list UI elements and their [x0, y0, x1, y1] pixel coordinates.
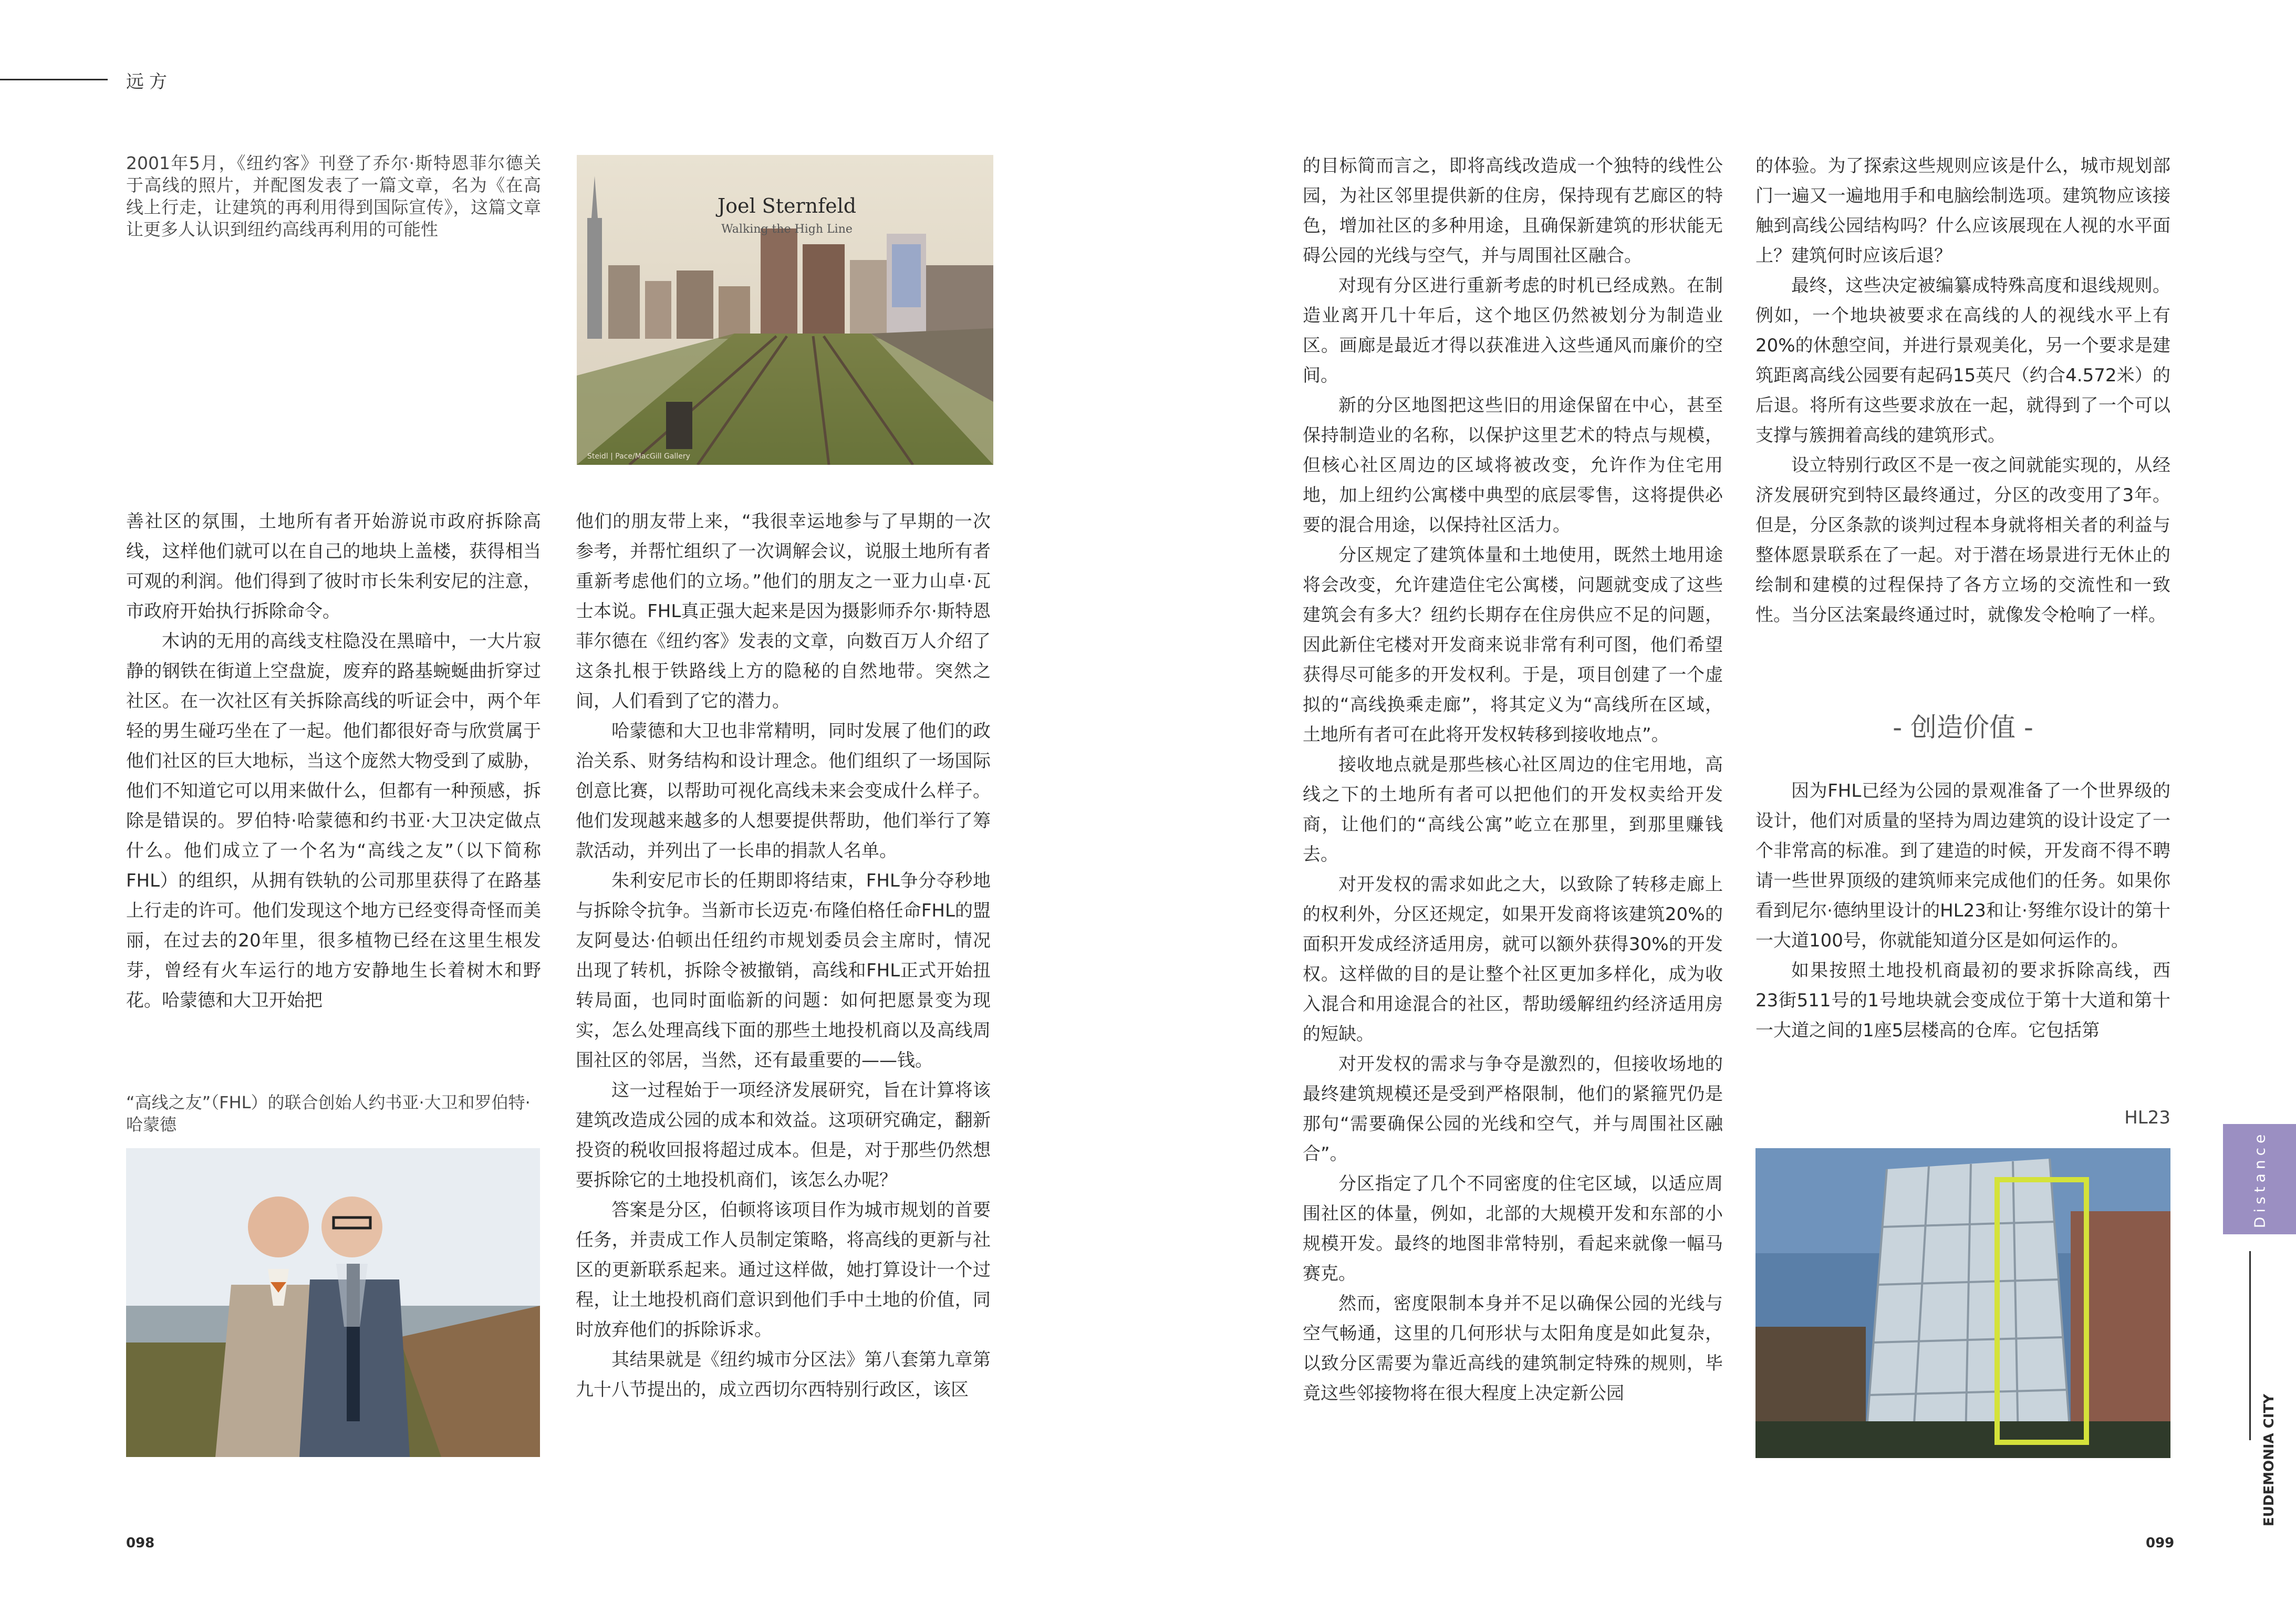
- high-line-photo: [577, 155, 993, 465]
- col3-paragraph: 分区指定了几个不同密度的住宅区域，以适应周围社区的体量，例如，北部的大规模开发和东部的小规模开发。最终的地图非常特别，看起来就像一幅马赛克。: [1303, 1173, 1723, 1284]
- col3-paragraph: 对开发权的需求与争夺是激烈的，但接收场地的最终建筑规模还是受到严格限制，他们的紧箍咒仍是那句“需要确保公园的光线和空气，并与周围社区融合”。: [1303, 1054, 1723, 1164]
- hl23-photo: [1755, 1148, 2170, 1458]
- section-tab: [2223, 1124, 2296, 1234]
- column-2: [576, 507, 991, 1405]
- column-4-lower: [1755, 776, 2170, 1046]
- col2-paragraph: 答案是分区，伯顿将该项目作为城市规划的首要任务，并责成工作人员制定策略，将高线的更新与社区的更新联系起来。通过这样做，她打算设计一个过程，让土地投机商们意识到他们手中土地的价值，同时放弃他们的拆除诉求。: [576, 1200, 991, 1340]
- col4-paragraph: 设立特别行政区不是一夜之间就能实现的，从经济发展研究到特区最终通过，分区的改变用了3年。但是，分区条款的谈判过程本身就将相关者的利益与整体愿景联系在了一起。对于潜在场景进行无休止的绘制和建模的过程保持了各方立场的交流性和一致性。当分区法案最终通过时，就像发令枪响了一样。: [1755, 455, 2170, 626]
- brand-name: EUDEMONIA CITY: [2261, 1393, 2277, 1527]
- col3-paragraph: 的目标简而言之，即将高线改造成一个独特的线性公园，为社区邻里提供新的住房，保持现有艺廊区的特色，增加社区的多种用途，且确保新建筑的形状能无碍公园的光线与空气，并与周围社区融合。: [1303, 155, 1723, 266]
- col2-paragraph: 这一过程始于一项经济发展研究，旨在计算将该建筑改造成公园的成本和效益。这项研究确定，翻新投资的税收回报将超过成本。但是，对于那些仍然想要拆除它的土地投机商们，该怎么办呢？: [576, 1080, 991, 1191]
- page-number-left: 098: [126, 1535, 155, 1551]
- book-author: Joel Sternfeld: [717, 194, 857, 217]
- book-subtitle: Walking the High Line: [721, 223, 853, 236]
- founders-caption: “高线之友”（FHL）的联合创始人约书亚·大卫和罗伯特·哈蒙德: [126, 1092, 531, 1135]
- col4-paragraph: 最终，这些决定被编纂成特殊高度和退线规则。例如，一个地块被要求在高线的人的视线水平上有20%的休憩空间，并进行景观美化，另一个要求是建筑距离高线公园要有起码15英尺（约合4.572米）的后退。将所有这些要求放在一起，就得到了一个可以支撑与簇拥着高线的建筑形式。: [1755, 275, 2170, 446]
- book-credit: Steidl | Pace/MacGill Gallery: [587, 452, 690, 461]
- col3-paragraph: 新的分区地图把这些旧的用途保留在中心，甚至保持制造业的名称，以保护这里艺术的特点与规模，但核心社区周边的区域将被改变，允许作为住宅用地，加上纽约公寓楼中典型的底层零售，这将提供必要的混合用途，以保持社区活力。: [1303, 395, 1723, 536]
- section-label: 远方: [126, 71, 172, 92]
- col3-paragraph: 接收地点就是那些核心社区周边的住宅用地，高线之下的土地所有者可以把他们的开发权卖给开发商，让他们的“高线公寓”屹立在那里，到那里赚钱去。: [1303, 754, 1723, 865]
- col2-paragraph: 哈蒙德和大卫也非常精明，同时发展了他们的政治关系、财务结构和设计理念。他们组织了一场国际创意比赛，以帮助可视化高线未来会变成什么样子。他们发现越来越多的人想要提供帮助，他们举行了筹款活动，并列出了一长串的捐款人名单。: [576, 721, 991, 861]
- col3-paragraph: 然而，密度限制本身并不足以确保公园的光线与空气畅通，这里的几何形状与太阳角度是如此复杂，以致分区需要为靠近高线的建筑制定特殊的规则，毕竟这些邻接物将在很大程度上决定新公园: [1303, 1293, 1723, 1404]
- header-rule: [0, 79, 108, 80]
- col3-paragraph: 分区规定了建筑体量和土地使用，既然土地用途将会改变，允许建造住宅公寓楼，问题就变成了这些建筑会有多大？纽约长期存在住房供应不足的问题，因此新住宅楼对开发商来说非常有利可图，他们希望获得尽可能多的开发权利。于是，项目创建了一个虚拟的“高线换乘走廊”，将其定义为“高线所在区域，土地所有者可在此将开发权转移到接收地点”。: [1303, 545, 1723, 745]
- col3-paragraph: 对开发权的需求如此之大，以致除了转移走廊上的权利外，分区还规定，如果开发商将该建筑20%的面积开发成经济适用房，就可以额外获得30%的开发权。这样做的目的是让整个社区更加多样化，成为收入混合和用途混合的社区，帮助缓解纽约经济适用房的短缺。: [1303, 874, 1723, 1045]
- subheading: - 创造价值 -: [1893, 712, 2033, 743]
- col2-paragraph: 朱利安尼市长的任期即将结束，FHL争分夺秒地与拆除令抗争。当新市长迈克·布隆伯格任命FHL的盟友阿曼达·伯顿出任纽约市规划委员会主席时，情况出现了转机，拆除令被撤销，高线和FHL正式开始扭转局面，也同时面临新的问题：如何把愿景变为现实，怎么处理高线下面的那些土地投机商以及高线周围社区的邻居，当然，还有最重要的——钱。: [576, 870, 991, 1071]
- col2-paragraph: 他们的朋友带上来，“我很幸运地参与了早期的一次参考，并帮忙组织了一次调解会议，说服土地所有者重新考虑他们的立场。”他们的朋友之一亚力山卓·瓦士本说。FHL真正强大起来是因为摄影师乔尔·斯特恩菲尔德在《纽约客》发表的文章，向数百万人介绍了这条扎根于铁路线上方的隐秘的自然地带。突然之间，人们看到了它的潜力。: [576, 511, 991, 712]
- column-1: [126, 507, 541, 1016]
- building-label: HL23: [2124, 1107, 2170, 1128]
- col4-paragraph: 的体验。为了探索这些规则应该是什么，城市规划部门一遍又一遍地用手和电脑绘制选项。建筑物应该接触到高线公园结构吗？什么应该展现在人视的水平面上？建筑何时应该后退？: [1755, 155, 2170, 266]
- intro-caption: 2001年5月，《纽约客》刊登了乔尔·斯特恩菲尔德关于高线的照片，并配图发表了一篇文章，名为《在高线上行走，让建筑的再利用得到国际宣传》，这篇文章让更多人认识到纽约高线再利用的可能性: [126, 153, 541, 240]
- founders-photo: [126, 1148, 540, 1457]
- founders-photo-art: [126, 1148, 540, 1457]
- column-4: [1755, 151, 2170, 630]
- column-3: [1303, 151, 1723, 1409]
- col3-paragraph: 对现有分区进行重新考虑的时机已经成熟。在制造业离开几十年后，这个地区仍然被划分为制造业区。画廊是最近才得以获准进入这些通风而廉价的空间。: [1303, 275, 1723, 386]
- book-cover-image: [577, 155, 993, 465]
- brand-rule: [2249, 1251, 2251, 1440]
- col4b-paragraph: 如果按照土地投机商最初的要求拆除高线，西23街511号的1号地块就会变成位于第十大道和第十一大道之间的1座5层楼高的仓库。它包括第: [1755, 960, 2170, 1041]
- col1-paragraph: 木讷的无用的高线支柱隐没在黑暗中，一大片寂静的钢铁在街道上空盘旋，废弃的路基蜿蜒曲折穿过社区。在一次社区有关拆除高线的听证会中，两个年轻的男生碰巧坐在了一起。他们都很好奇与欣赏属于他们社区的巨大地标，当这个庞然大物受到了威胁，他们不知道它可以用来做什么，但都有一种预感，拆除是错误的。罗伯特·哈蒙德和约书亚·大卫决定做点什么。他们成立了一个名为“高线之友”（以下简称FHL）的组织，从拥有铁轨的公司那里获得了在路基上行走的许可。他们发现这个地方已经变得奇怪而美丽，在过去的20年里，很多植物已经在这里生根发芽，曾经有火车运行的地方安静地生长着树木和野花。哈蒙德和大卫开始把: [126, 631, 541, 1011]
- col2-paragraph: 其结果就是《纽约城市分区法》第八套第九章第九十八节提出的，成立西切尔西特别行政区，该区: [576, 1349, 991, 1400]
- hl23-photo-art: [1755, 1148, 2170, 1458]
- section-tab-label: Distance: [2251, 1130, 2268, 1229]
- col4b-paragraph: 因为FHL已经为公园的景观准备了一个世界级的设计，他们对质量的坚持为周边建筑的设计设定了一个非常高的标准。到了建造的时候，开发商不得不聘请一些世界顶级的建筑师来完成他们的任务。如果你看到尼尔·德纳里设计的HL23和让·努维尔设计的第十一大道100号，你就能知道分区是如何运作的。: [1755, 781, 2170, 951]
- col1-paragraph: 善社区的氛围，土地所有者开始游说市政府拆除高线，这样他们就可以在自己的地块上盖楼，获得相当可观的利润。他们得到了彼时市长朱利安尼的注意，市政府开始执行拆除命令。: [126, 511, 541, 622]
- page-number-right: 099: [2146, 1535, 2175, 1551]
